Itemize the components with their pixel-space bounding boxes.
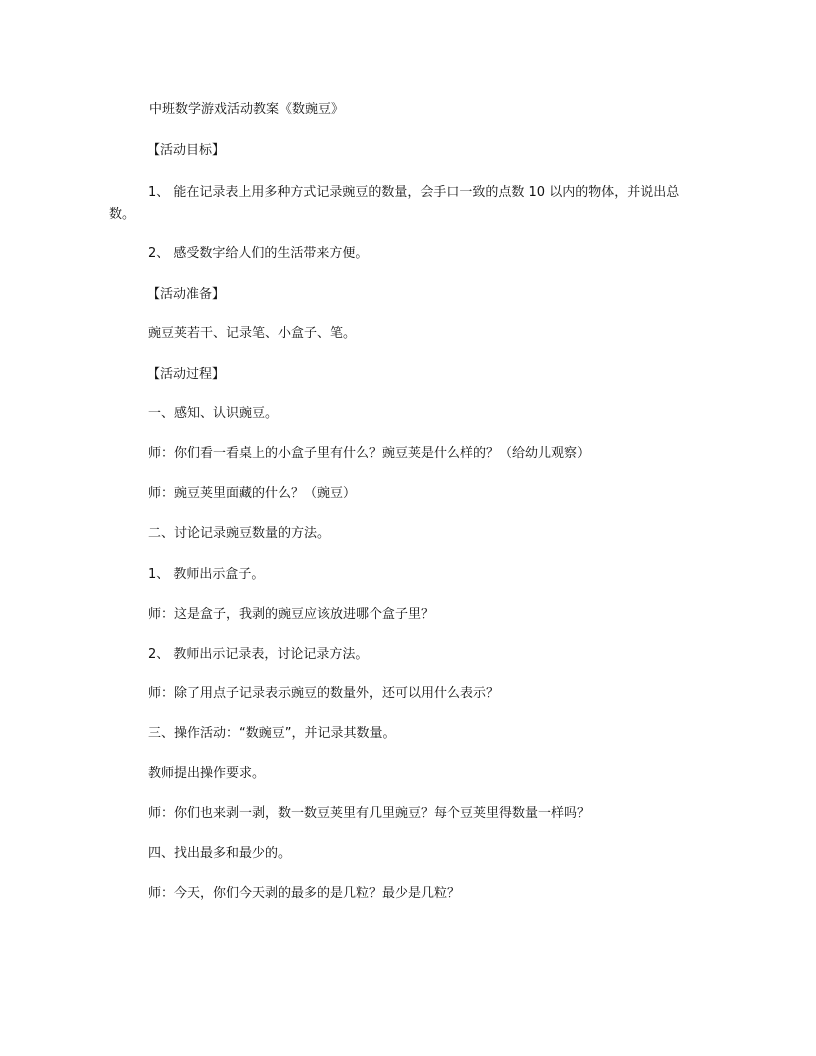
prep-text: 豌豆荚若干、记录笔、小盒子、笔。	[148, 326, 357, 341]
process-heading: 【活动过程】	[147, 367, 226, 382]
step-2-heading: 二、讨论记录豌豆数量的方法。	[148, 526, 331, 541]
step-2-question-1: 师：这是盒子，我剥的豌豆应该放进哪个盒子里？	[148, 607, 435, 622]
step-2-item-2: 2、 教师出示记录表，讨论记录方法。	[148, 647, 369, 662]
prep-heading: 【活动准备】	[147, 287, 226, 302]
step-1-heading: 一、感知、认识豌豆。	[148, 406, 279, 421]
step-1-question-2: 师：豌豆荚里面藏的什么？（豌豆）	[148, 486, 357, 501]
goal-item-1: 1、 能在记录表上用多种方式记录豌豆的数量，会手口一致的点数 10 以内的物体，并说出总数。	[109, 185, 680, 222]
goals-heading: 【活动目标】	[147, 143, 226, 158]
step-3-heading: 三、操作活动：“数豌豆”，并记录其数量。	[148, 726, 396, 741]
step-1-question-1: 师：你们看一看桌上的小盒子里有什么？豌豆荚是什么样的？（给幼儿观察）	[148, 446, 591, 461]
step-2-question-2: 师：除了用点子记录表示豌豆的数量外，还可以用什么表示？	[148, 686, 500, 701]
goal-item-2: 2、 感受数字给人们的生活带来方便。	[148, 246, 369, 261]
document-title: 中班数学游戏活动教案《数豌豆》	[149, 102, 345, 117]
step-3-question: 师：你们也来剥一剥，数一数豆荚里有几里豌豆？每个豆荚里得数量一样吗？	[148, 806, 591, 821]
step-4-question: 师：今天，你们今天剥的最多的是几粒？最少是几粒？	[148, 886, 461, 901]
step-3-instruction: 教师提出操作要求。	[148, 766, 266, 781]
step-2-item-1: 1、 教师出示盒子。	[148, 567, 265, 582]
step-4-heading: 四、找出最多和最少的。	[148, 846, 292, 861]
